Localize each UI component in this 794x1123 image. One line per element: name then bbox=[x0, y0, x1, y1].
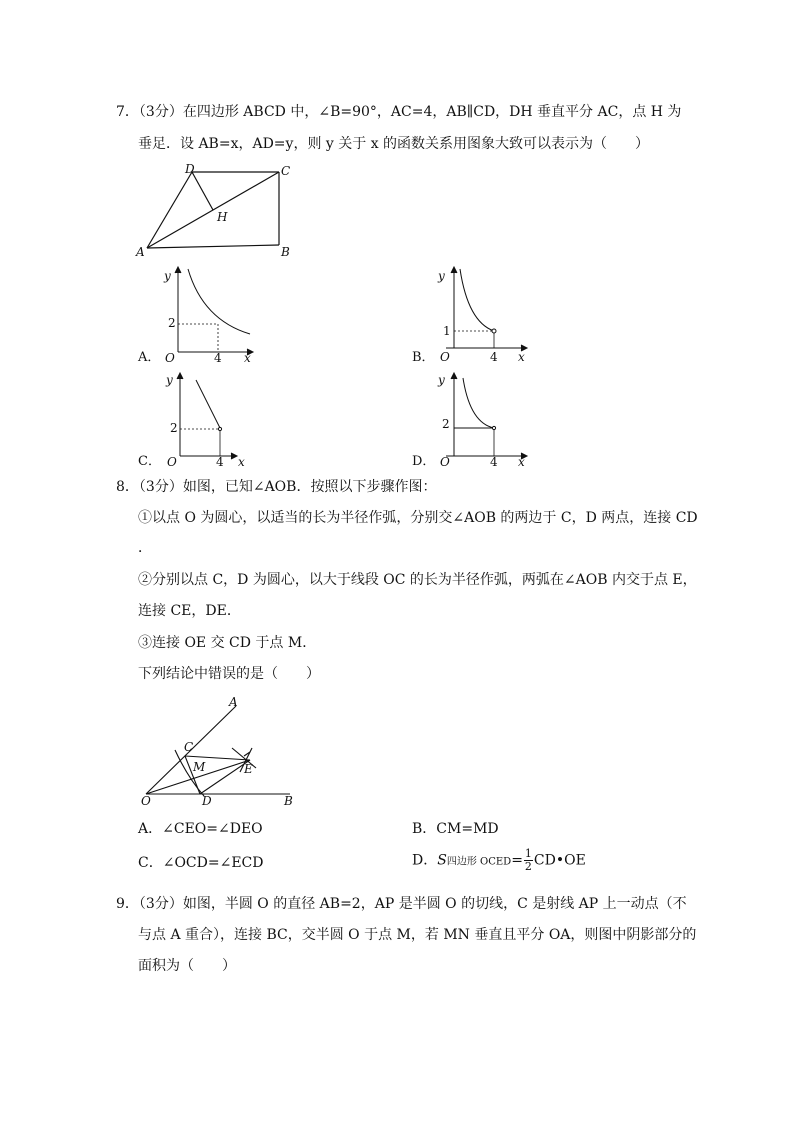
q8-figure bbox=[140, 692, 300, 812]
q7-d-x-axis: x bbox=[518, 455, 525, 469]
q8-step2: ②分别以点 C，D 为圆心，以大于线段 OC 的长为半径作弧，两弧在∠AOB 内交于点 E， bbox=[138, 572, 697, 588]
q9-score: （3分） bbox=[138, 896, 183, 912]
q7-b-tick-x: 4 bbox=[490, 350, 498, 364]
q7-a-y-axis: y bbox=[164, 269, 171, 283]
q7-text-1: 在四边形 ABCD 中，∠B=90°，AC=4，AB∥CD，DH 垂直平分 AC，点 H 为 bbox=[182, 104, 682, 120]
q8-choice-d-eq: = bbox=[511, 852, 523, 869]
q7-option-b-label: B． bbox=[412, 350, 435, 365]
q8-choice-d-den: 2 bbox=[524, 860, 532, 873]
q7-b-x-axis: x bbox=[518, 350, 525, 364]
q7-c-y-axis: y bbox=[166, 373, 173, 387]
q7-b-origin: O bbox=[440, 350, 450, 364]
q7-fig-label-h: H bbox=[217, 210, 228, 224]
q7-d-origin: O bbox=[440, 455, 450, 469]
q8-step2-cont: 连接 CE，DE． bbox=[138, 603, 241, 619]
q7-fig-label-b: B bbox=[281, 245, 290, 259]
q8-choice-a[interactable] bbox=[138, 819, 263, 839]
q8-fig-label-o: O bbox=[141, 794, 151, 808]
q8-fig-label-a: A bbox=[229, 695, 238, 709]
q7-c-tick-y: 2 bbox=[170, 421, 178, 435]
q7-c-tick-x: 4 bbox=[216, 455, 224, 469]
q8-choice-d-num: 1 bbox=[524, 847, 532, 860]
q8-fig-label-c: C bbox=[184, 740, 194, 754]
q7-option-a-label: A． bbox=[138, 350, 161, 365]
q9-line1 bbox=[116, 894, 687, 914]
q7-option-b-graph[interactable] bbox=[432, 264, 532, 364]
q7-option-d-label: D． bbox=[412, 454, 436, 469]
q7-fig-label-c: C bbox=[281, 164, 291, 178]
q8-line1 bbox=[116, 477, 436, 497]
q8-fig-label-m: M bbox=[193, 760, 206, 774]
q7-fig-label-a: A bbox=[136, 245, 145, 259]
q8-choice-d-sub: 四边形 OCED bbox=[446, 856, 512, 868]
q8-choice-c-label: C． bbox=[138, 855, 163, 871]
q7-c-origin: O bbox=[167, 455, 177, 469]
q8-step1: ①以点 O 为圆心，以适当的长为半径作弧，分别交∠AOB 的两边于 C，D 两点，连接 CD bbox=[138, 510, 698, 526]
q8-choice-a-label: A． bbox=[138, 821, 163, 837]
q7-option-d-graph[interactable] bbox=[432, 368, 532, 468]
q7-option-a-graph[interactable] bbox=[158, 264, 258, 364]
q8-step1-cont: ． bbox=[138, 540, 152, 556]
q8-choice-d-rest: CD•OE bbox=[533, 852, 586, 869]
q7-number: 7． bbox=[116, 104, 139, 120]
q7-d-tick-x: 4 bbox=[490, 455, 498, 469]
q7-score: （3分） bbox=[138, 104, 183, 120]
q9-text-3: 面积为（ ） bbox=[138, 958, 236, 974]
q7-fig-label-d: D bbox=[185, 162, 195, 176]
q7-c-x-axis: x bbox=[238, 455, 245, 469]
q7-a-tick-x: 4 bbox=[214, 351, 222, 365]
q8-number: 8． bbox=[116, 479, 139, 495]
q8-choice-d-fraction bbox=[524, 848, 533, 873]
q8-intro: 如图，已知∠AOB．按照以下步骤作图： bbox=[182, 479, 437, 495]
q7-a-origin: O bbox=[165, 351, 175, 365]
q7-figure bbox=[135, 160, 295, 260]
q8-fig-label-d: D bbox=[202, 794, 212, 808]
q8-choice-a-text: ∠CEO=∠DEO bbox=[162, 821, 263, 837]
q7-option-c-label: C． bbox=[138, 454, 161, 469]
q7-d-tick-y: 2 bbox=[442, 417, 450, 431]
q7-a-tick-y: 2 bbox=[168, 316, 176, 330]
q7-b-y-axis: y bbox=[438, 269, 445, 283]
q8-step3: ③连接 OE 交 CD 于点 M． bbox=[138, 635, 317, 651]
q7-option-c-graph[interactable] bbox=[158, 368, 258, 468]
q8-choice-b-label: B． bbox=[412, 821, 437, 837]
q7-b-tick-y: 1 bbox=[443, 324, 451, 338]
q8-choice-d-label: D． bbox=[412, 852, 438, 869]
q8-choice-d-s: S bbox=[437, 852, 447, 869]
q8-fig-label-b: B bbox=[284, 794, 293, 808]
q9-text-1: 如图，半圆 O 的直径 AB=2，AP 是半圆 O 的切线，C 是射线 AP 上一动点（不 bbox=[182, 896, 687, 912]
q8-score: （3分） bbox=[138, 479, 183, 495]
q7-d-y-axis: y bbox=[438, 373, 445, 387]
q8-fig-label-e: E bbox=[244, 762, 253, 776]
q7-line1 bbox=[116, 102, 681, 122]
q9-text-2: 与点 A 重合），连接 BC，交半圆 O 于点 M，若 MN 垂直且平分 OA，则图中阴影部分的 bbox=[138, 927, 697, 943]
q9-number: 9． bbox=[116, 896, 139, 912]
q8-choice-b-text: CM=MD bbox=[436, 821, 499, 837]
q7-text-2: 垂足．设 AB=x，AD=y，则 y 关于 x 的函数关系用图象大致可以表示为（ ） bbox=[138, 136, 650, 152]
q8-choice-c[interactable] bbox=[138, 853, 263, 873]
q8-choice-d[interactable] bbox=[412, 848, 586, 873]
q8-choice-b[interactable] bbox=[412, 819, 499, 839]
q8-question: 下列结论中错误的是（ ） bbox=[138, 666, 320, 682]
q7-a-x-axis: x bbox=[244, 351, 251, 365]
q8-choice-c-text: ∠OCD=∠ECD bbox=[162, 855, 264, 871]
